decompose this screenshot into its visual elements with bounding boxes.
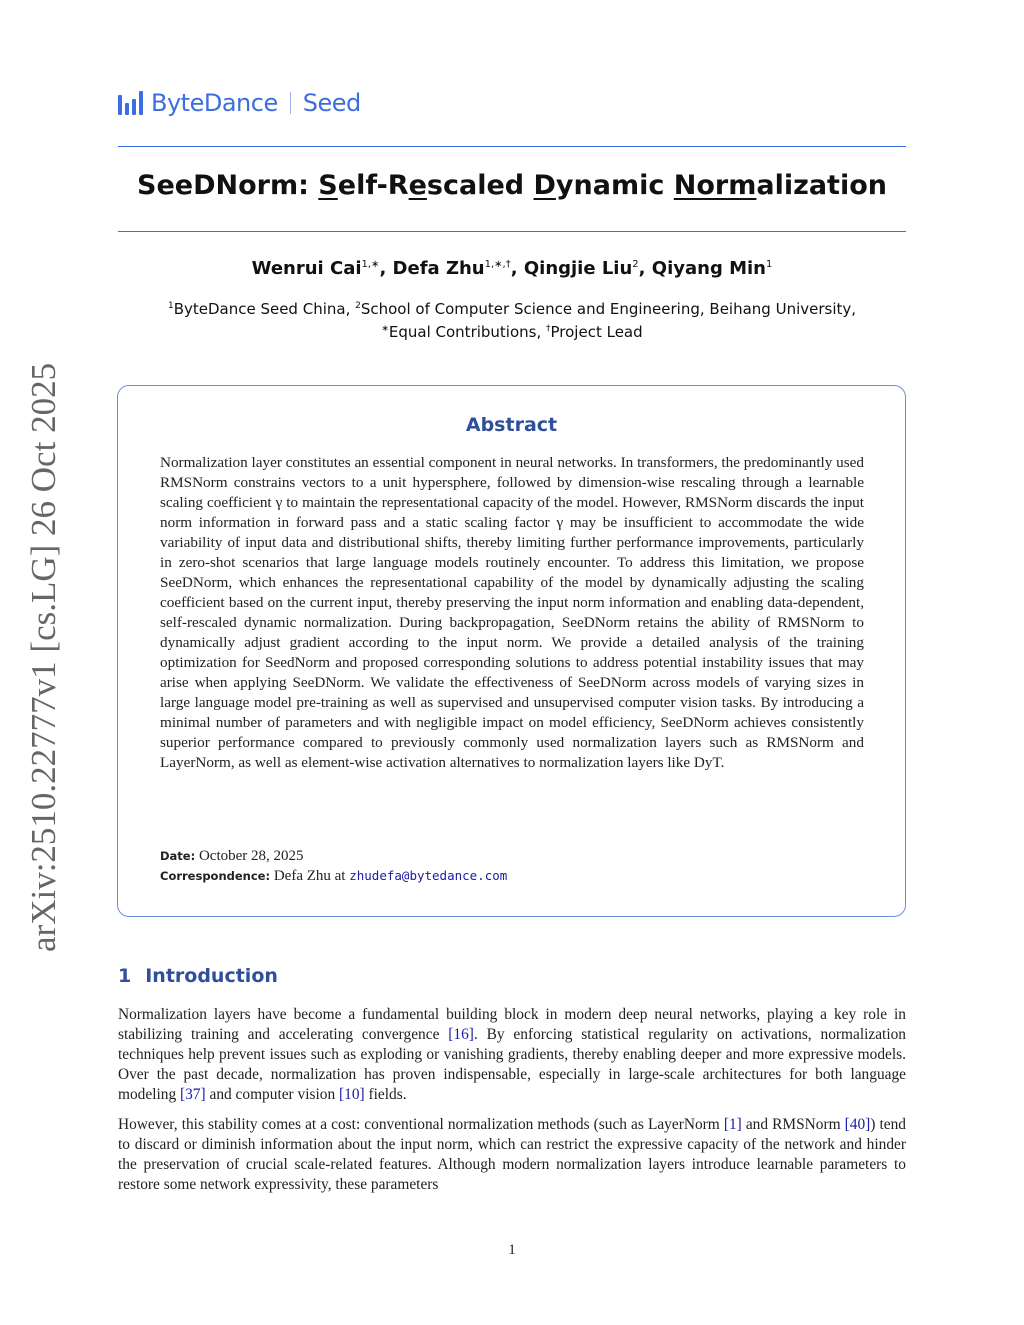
page-number: 1 [508,1242,516,1258]
abstract-box [117,385,906,917]
citation-link[interactable]: [37] [179,1086,206,1103]
citation-link[interactable]: [1] [723,1116,742,1133]
author-list: Wenrui Cai$^{1,∗}$, Defa Zhu$^{1,∗,\dagger}$, Qingjie Liu$^2$, Qiyang Min$^1$ [251,258,773,279]
affiliations-line-2: ∗Equal Contributions, †Project Lead [381,323,643,341]
author-name: Qiyang Min [651,258,766,279]
arxiv-identifier: arXiv:2510.22777v1 [cs.LG] 26 Oct 2025 [24,362,63,952]
affiliations-line-1: $^1$ByteDance Seed China, $^2$School of Computer Science and Engineering, Beihang University, [167,300,857,318]
citation-link[interactable]: [16] [448,1026,474,1043]
citation-link[interactable]: [10] [339,1086,365,1103]
citation-link[interactable]: [40] [844,1116,871,1133]
paper-title: SeeDNorm: Self-Rescaled Dynamic Normalization [137,170,887,201]
date-line: Date: October 28, 2025 [160,848,304,864]
author-name: Defa Zhu [392,258,485,279]
logo-divider [290,92,291,114]
logo-product: Seed [302,89,361,117]
bytedance-logo-icon [118,91,143,115]
abstract-text: Normalization layer constitutes an essential component in neural networks. In transformers, the predominantly used RMSNorm constrains vectors to a unit hypersphere, followed by dimension-wise rescaling through a learnable scaling coefficient γ to maintain the representational capacity of the model. However, RMSNorm discards the input norm information in forward pass and a static scaling factor γ may be insufficient to accommodate the wide variability of input data and distributional shifts, thereby limiting further performance improvements, particularly in zero-shot scenarios that large language models routinely encounter. To address this limitation, we propose SeeDNorm, which enhances the representational capability of the model by dynamically adjusting the scaling coefficient based on the current input, thereby preserving the input norm information and enabling data-dependent, self-rescaled dynamic normalization. During backpropagation, SeeDNorm retains the ability of RMSNorm to dynamically adjust gradient according to the input norm. We provide a detailed analysis of the training optimization for SeedNorm and proposed corresponding solutions to address potential instability issues that may arise when applying SeeDNorm. We validate the effectiveness of SeeDNorm across models of varying sizes in large language model pre-training as well as supervised and unsupervised computer vision tasks. By introducing a minimal number of parameters and with negligible impact on model efficiency, SeeDNorm achieves consistently superior performance compared to previously commonly used normalization layers such as RMSNorm and LayerNorm, as well as element-wise activation alternatives to normalization layers like DyT. [160,454,864,771]
intro-paragraph-1: Normalization layers have become a fundamental building block in modern deep neural networks, playing a key role in stabilizing training and accelerating convergence [16]. By enforcing statistical regularity on activations, normalization techniques help prevent issues such as exploding or vanishing gradients, thereby enabling deeper and more expressive models. Over the past decade, normalization has proven indispensable, especially in large-scale architectures for both language modeling [37] and computer vision [10] fields. [118,1006,906,1103]
section-heading-introduction: 1 Introduction [118,965,278,987]
title-top-rule [118,146,906,147]
correspondence-email-link[interactable]: zhudefa@bytedance.com [349,868,508,883]
author-name: Qingjie Liu [523,258,633,279]
author-name: Wenrui Cai [251,258,362,279]
abstract-heading: Abstract [465,414,558,436]
title-bottom-rule [118,231,906,232]
logo-brand: ByteDance [151,89,278,117]
bytedance-seed-logo [118,88,361,118]
correspondence-line: Correspondence: Defa Zhu at zhudefa@bytedance.com [160,868,508,884]
intro-paragraph-2: However, this stability comes at a cost: conventional normalization methods (such as LayerNorm [1] and RMSNorm [40]) tend to discard or diminish information about the input norm, which can restrict the expressive capacity of the network and hinder the preservation of crucial scale-related features. Although modern normalization layers introduce learnable parameters to restore some network expressivity, these parameters [118,1116,906,1193]
